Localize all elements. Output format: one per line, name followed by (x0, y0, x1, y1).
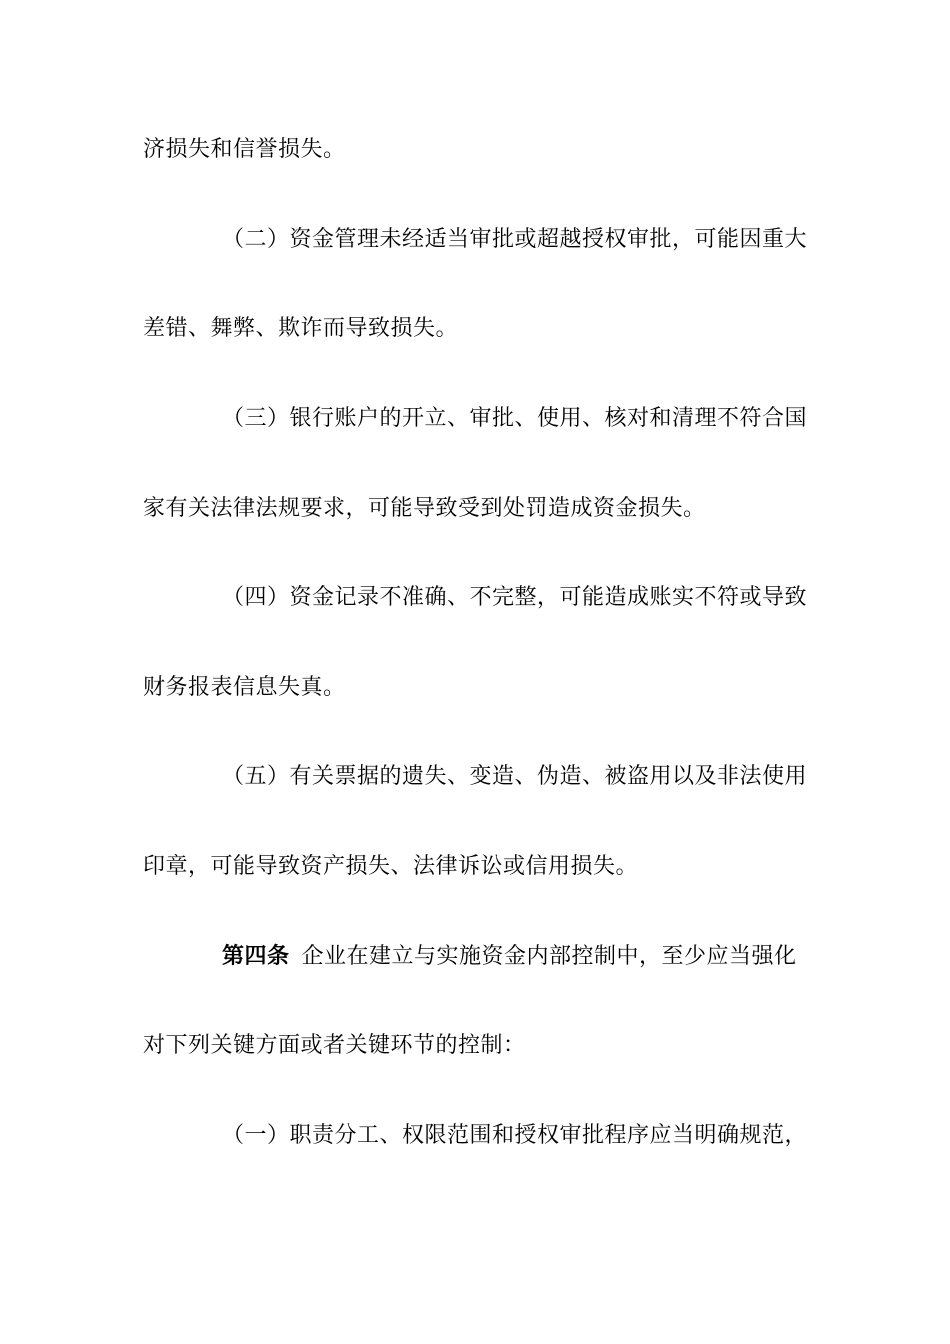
text-line: （二）资金管理未经适当审批或超越授权审批，可能因重大 (222, 227, 808, 252)
text-line: 济损失和信誉损失。 (143, 137, 346, 162)
text-line: 财务报表信息失真。 (143, 675, 346, 700)
text-line: 差错、舞弊、欺诈而导致损失。 (143, 316, 459, 341)
text-line: （一）职责分工、权限范围和授权审批程序应当明确规范， (222, 1123, 808, 1148)
article-label: 第四条 (222, 943, 290, 969)
text-line: （五）有关票据的遗失、变造、伪造、被盗用以及非法使用 (222, 764, 808, 789)
text-line: 家有关法律法规要求，可能导致受到处罚造成资金损失。 (143, 496, 706, 521)
text-line: 对下列关键方面或者关键环节的控制： (143, 1033, 526, 1058)
text-line: 印章，可能导致资产损失、法律诉讼或信用损失。 (143, 854, 639, 879)
text-line: （三）银行账户的开立、审批、使用、核对和清理不符合国 (222, 406, 808, 431)
article-text: 企业在建立与实施资金内部控制中，至少应当强化 (301, 944, 797, 969)
text-line: （四）资金记录不准确、不完整，可能造成账实不符或导致 (222, 585, 808, 610)
article-line (222, 941, 797, 972)
